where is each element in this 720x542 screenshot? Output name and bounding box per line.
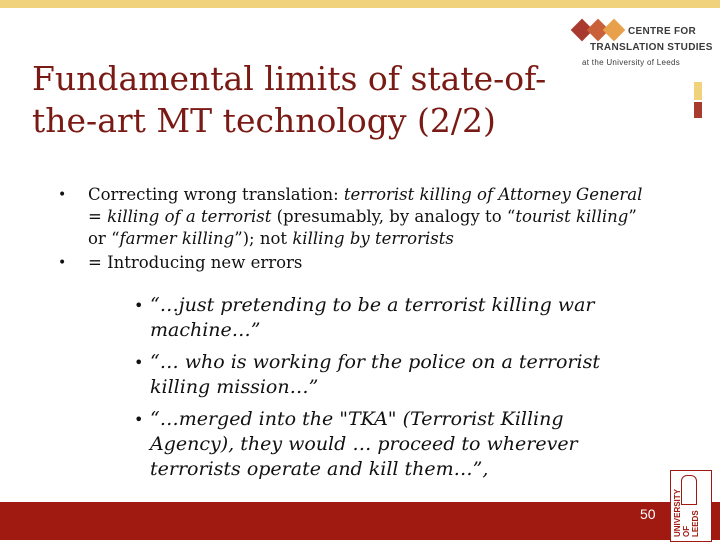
bullet-dot-icon: • [134, 410, 144, 429]
logo-line-1: CENTRE FOR [628, 26, 696, 37]
title-line-2: the-art MT technology (2/2) [32, 101, 496, 140]
sub-bullet-item: • “…just pretending to be a terrorist killing war machine…” [134, 294, 595, 341]
bullet-dot-icon: • [58, 187, 67, 203]
page-number: 50 [640, 506, 656, 522]
bullet-item: • Correcting wrong translation: terrorist killing of Attorney General = killing of a terrorist (presumably, by analogy to “tourist killing” or “farmer killing”); not killing by terrorists [58, 185, 643, 248]
bullet-dot-icon: • [58, 255, 67, 271]
logo-line-2: TRANSLATION STUDIES [590, 42, 713, 53]
title-accent-strip [694, 82, 702, 118]
university-logo-text: UNIVERSITY OF LEEDS [673, 489, 700, 537]
footer-bar [0, 489, 720, 540]
sub-bullet-item: • “… who is working for the police on a terrorist killing mission…” [134, 351, 600, 398]
title-line-1: Fundamental limits of state-of- [32, 59, 547, 98]
bullet-dot-icon: • [134, 353, 144, 372]
tower-icon [681, 475, 697, 505]
sub-bullet-list [134, 293, 634, 489]
logo-line-3: at the University of Leeds [582, 58, 681, 67]
top-accent-bar [0, 0, 720, 8]
university-logo [670, 470, 712, 542]
bullet-item: • = Introducing new errors [58, 253, 303, 272]
bullet-dot-icon: • [134, 296, 144, 315]
sub-bullet-item: • “…merged into the "TKA" (Terrorist Killing Agency), they would … proceed to wherever terrorists operate and kill them…”, [134, 408, 578, 480]
main-bullet-list [56, 184, 656, 276]
slide-title [32, 58, 642, 142]
